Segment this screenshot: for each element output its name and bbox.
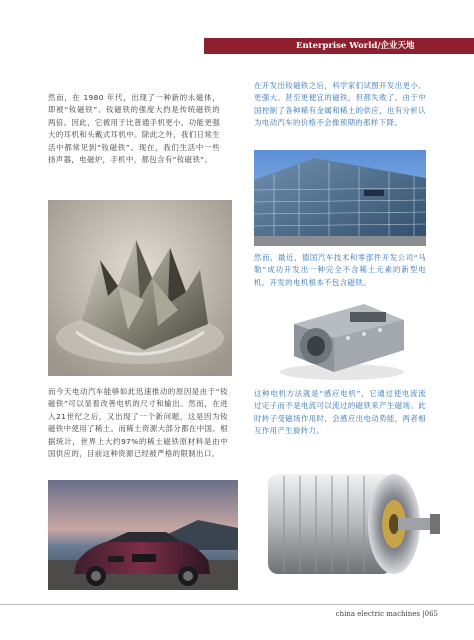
neodymium-crystal-photo bbox=[48, 200, 232, 376]
paragraph-magnet-development: 在开发出钕磁铁之后，科学家们试图开发出更小、更强大、甚至更便宜的磁铁，但都失败了。由于中国控制了各种稀有金属和稀土的供应，也有分析认为电动汽车的价格不会像预期的那样下降。 bbox=[254, 81, 426, 128]
page-number: 065 bbox=[424, 610, 438, 618]
journal-name: china electric machines bbox=[335, 610, 421, 618]
mahle-building-photo bbox=[254, 150, 426, 246]
page-footer bbox=[336, 610, 438, 618]
section-banner bbox=[204, 38, 474, 54]
paragraph-mahle-motor: 然而，最近，德国汽车技术和零部件开发公司“马勒”成功开发出一种完全不含稀土元素的新型电机。开发的电机根本不包含磁铁。 bbox=[254, 253, 426, 287]
electric-motor-photo bbox=[264, 290, 420, 382]
electric-car-coast-photo bbox=[48, 480, 238, 590]
paragraph-rare-earth-issue: 而今天电动汽车能够如此迅速推动的原因是由于“钕磁铁”可以显着改善电机的尺寸和输出。然而，在进入21世纪之后，又出现了一个新问题，这是因为钕磁铁中使用了稀土。而稀土资源大部分都在中国。根据统计，世界上大约97%的稀土磁铁原材料是由中国供应的，目前这种资源已经被严格的限制出口。 bbox=[48, 387, 228, 459]
section-title: Enterprise World/企业天地 bbox=[296, 41, 415, 51]
footer-rule bbox=[0, 604, 474, 605]
induction-motor-cutaway-photo bbox=[248, 456, 444, 590]
paragraph-neodymium-intro: 然而，在 1980 年代，出现了一种新的永磁体，即被“钕磁铁”。钕磁铁的强度大约是传统磁铁的两倍。因此，它被用于比普通手机更小、功能更强大的耳机和头戴式耳机中。除此之外，我们日常生活中都常见到“钕磁铁”。现在，我们生活中一些扬声器，电磁炉，手机中，都包含有“钕磁铁”。 bbox=[48, 93, 220, 165]
footer-separator: | bbox=[422, 610, 425, 618]
paragraph-induction-motor: 这种电机方法就是“感应电机”，它通过使电流流过定子而不是电流可以流过的磁铁来产生磁场。此时转子受磁场作用时，会感应出电动势能，两者相互作用产生旋转力。 bbox=[254, 389, 426, 436]
